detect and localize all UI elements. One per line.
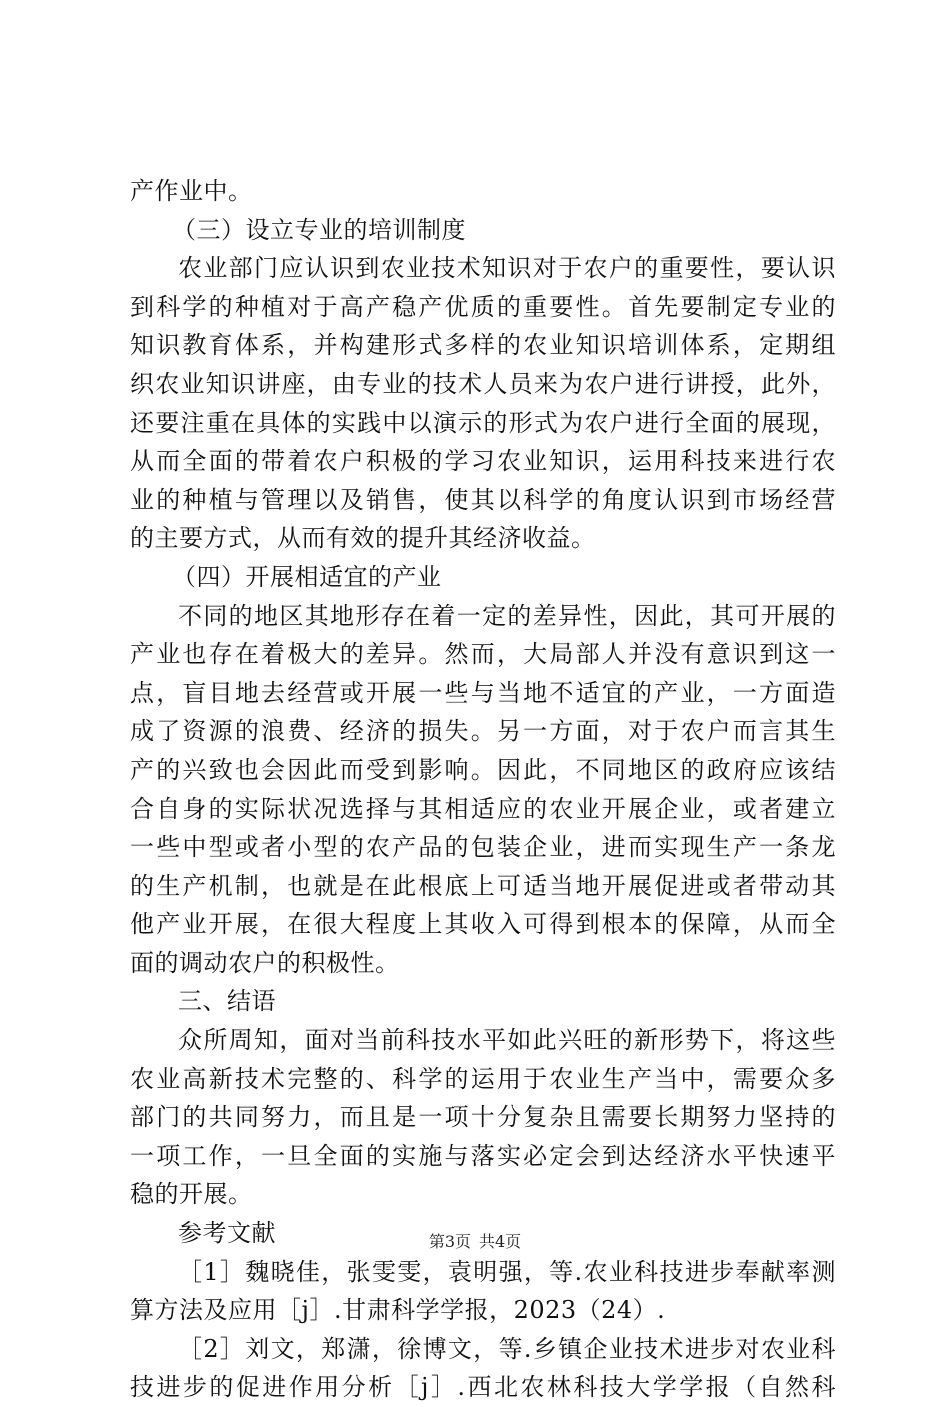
text-line: 众所周知，面对当前科技水平如此兴旺的新形势下，将这些 [178, 1026, 836, 1055]
text-line: 不同的地区其地形存在着一定的差异性，因此，其可开展的 [178, 601, 836, 630]
text-line: 的主要方式，从而有效的提升其经济收益。 [130, 524, 596, 553]
text-line: 点，盲目地去经营或开展一些与当地不适宜的产业，一方面造 [130, 678, 836, 707]
text-line: 产作业中。 [130, 177, 253, 205]
page-footer [0, 1232, 950, 1252]
text-line: ［2］刘文，郑潇，徐博文，等.乡镇企业技术进步对农业科 [178, 1334, 836, 1363]
text-line: 产的兴致也会因此而受到影响。因此，不同地区的政府应该结 [130, 755, 836, 784]
text-line: 合自身的实际状况选择与其相适应的农业开展企业，或者建立 [130, 794, 836, 823]
text-line: ［1］魏晓佳，张雯雯，袁明强，等.农业科技进步奉献率测 [178, 1257, 836, 1286]
text-line: 从而全面的带着农户积极的学习农业知识，运用科技来进行农 [130, 447, 836, 476]
text-line: 业的种植与管理以及销售，使其以科学的角度认识到市场经营 [130, 485, 836, 514]
text-line: 产业也存在着极大的差异。然而，大局部人并没有意识到这一 [130, 640, 836, 669]
text-line: 织农业知识讲座，由专业的技术人员来为农户进行讲授，此外， [130, 369, 836, 398]
text-line: 三、结语 [178, 987, 276, 1016]
text-line: 他产业开展，在很大程度上其收入可得到根本的保障，从而全 [130, 910, 836, 939]
text-line: 农业高新技术完整的、科学的运用于农业生产当中，需要众多 [130, 1064, 836, 1093]
text-line: 知识教育体系，并构建形式多样的农业知识培训体系，定期组 [130, 331, 836, 360]
text-line: 稳的开展。 [130, 1180, 253, 1209]
text-line: （三）设立专业的培训制度 [172, 215, 466, 244]
text-line: 算方法及应用［j］.甘肃科学学报，2023（24）. [130, 1296, 666, 1325]
text-line: 还要注重在具体的实践中以演示的形式为农户进行全面的展现， [130, 408, 836, 437]
text-line: 技进步的促进作用分析［j］.西北农林科技大学学报（自然科 [130, 1373, 836, 1402]
page-total: 共4页 [479, 1232, 522, 1251]
text-line: 部门的共同努力，而且是一项十分复杂且需要长期努力坚持的 [130, 1103, 836, 1132]
text-line: 一些中型或者小型的农产品的包装企业，进而实现生产一条龙 [130, 833, 836, 862]
text-line: 的生产机制，也就是在此根底上可适当地开展促进或者带动其 [130, 871, 836, 900]
page-number: 第3页 [428, 1232, 471, 1251]
text-line: 参考文献 [178, 1219, 276, 1248]
body-text [130, 172, 836, 1407]
text-line: 面的调动农户的积极性。 [130, 948, 400, 977]
text-line: （四）开展相适宜的产业 [172, 562, 442, 591]
text-line: 农业部门应认识到农业技术知识对于农户的重要性，要认识 [178, 254, 836, 283]
text-line: 到科学的种植对于高产稳产优质的重要性。首先要制定专业的 [130, 292, 836, 321]
text-line: 一项工作，一旦全面的实施与落实必定会到达经济水平快速平 [130, 1141, 836, 1170]
text-line: 成了资源的浪费、经济的损失。另一方面，对于农户而言其生 [130, 717, 836, 746]
